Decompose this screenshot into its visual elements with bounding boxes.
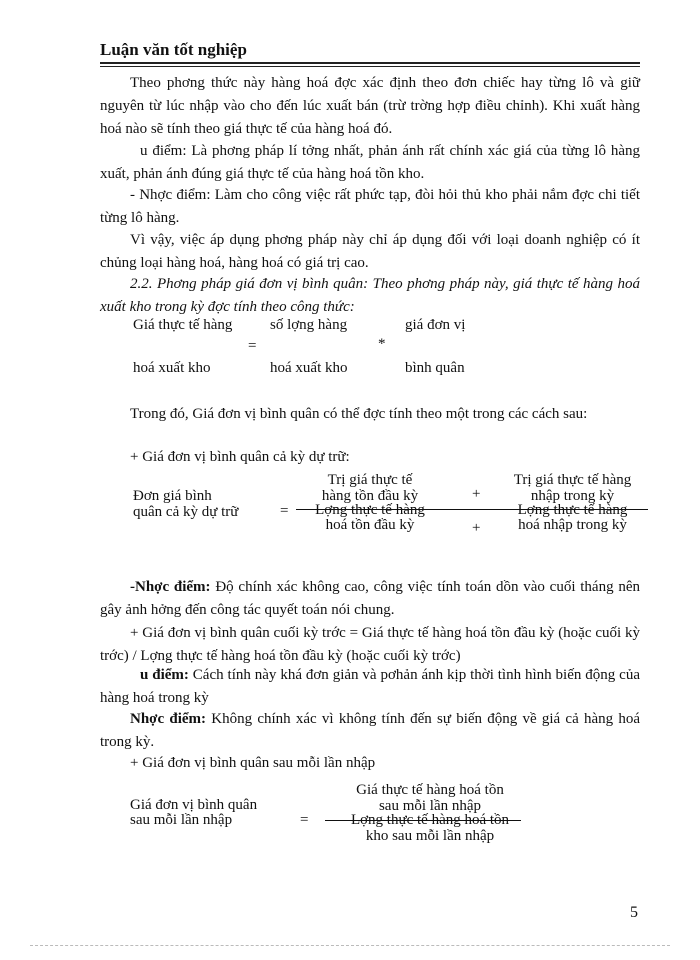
paragraph-10 — [100, 664, 640, 710]
paragraph-8-label: -Nhợc điểm: — [130, 579, 211, 595]
formula-1-c2: bình quân — [405, 360, 465, 376]
formula-2-left-1: Đơn giá bình — [133, 488, 212, 504]
formula-1-c1: giá đơn vị — [405, 317, 466, 333]
paragraph-2 — [100, 140, 640, 186]
paragraph-11-text: Không chính xác vì không tính đến sự biến động về giá cả hàng hoá trong kỳ. — [100, 711, 640, 750]
paragraph-1-text: Theo phơng thức này hàng hoá đợc xác định theo đơn chiếc hay từng lô và giữ nguyên từ lúc nhập vào cho đến lúc xuất bán (trừ trờng hợp điều chỉnh). Khi xuất hàng hoá nào sẽ tính theo giá thực tế của hàng hoá đó. — [100, 75, 640, 137]
formula-2-equals: = — [280, 503, 289, 519]
paragraph-11 — [100, 708, 640, 754]
formula-2-plus-top: + — [472, 486, 481, 502]
formula-1-b2: hoá xuất kho — [270, 360, 348, 376]
paragraph-11-label: Nhợc điểm: — [130, 711, 207, 727]
formula-3-num-1: Giá thực tế hàng hoá tồn — [356, 782, 504, 798]
formula-2-num-2a: Trị giá thực tế hàng — [513, 472, 632, 488]
formula-2-num-1a: Trị giá thực tế — [327, 472, 413, 488]
paragraph-8 — [100, 576, 640, 622]
formula-2-den-2b: hoá nhập trong kỳ — [518, 517, 627, 533]
formula-2-num-1b: hàng tồn đầu kỳ — [321, 488, 419, 504]
paragraph-4 — [100, 229, 640, 275]
page-bottom-rule — [30, 945, 670, 946]
paragraph-12 — [100, 752, 640, 775]
formula-1-a1: Giá thực tế hàng — [133, 317, 233, 333]
paragraph-9-text: + Giá đơn vị bình quân cuối kỳ trớc = Giá thực tế hàng hoá tồn đầu kỳ (hoặc cuối kỳ trớc) / Lợng thực tế hàng hoá tồn đầu kỳ (hoặc cuối kỳ trớc) — [100, 625, 640, 664]
paragraph-12-text: + Giá đơn vị bình quân sau mỗi lần nhập — [130, 755, 376, 771]
paragraph-9 — [100, 622, 640, 668]
paragraph-5 — [100, 273, 640, 319]
formula-3-den-2: kho sau mỗi lần nhập — [365, 828, 495, 844]
formula-3-den-1: Lợng thực tế hàng hoá tồn — [350, 812, 510, 828]
formula-3-equals: = — [300, 812, 309, 828]
paragraph-10-text: Cách tính này khá đơn giản và pơhản ánh kịp thời tình hình biến động của hàng hoá trong kỳ — [100, 667, 640, 706]
paragraph-7 — [100, 446, 640, 469]
page-number: 5 — [630, 904, 638, 921]
paragraph-7-text: + Giá đơn vị bình quân cả kỳ dự trữ: — [130, 449, 350, 465]
paragraph-6 — [100, 403, 640, 426]
formula-3-num-2: sau mỗi lần nhập — [378, 798, 482, 814]
formula-2-left-2: quân cả kỳ dự trữ — [133, 504, 239, 520]
paragraph-8-text: Độ chính xác không cao, công việc tính toán dồn vào cuối tháng nên gây ảnh hởng đến công tác quyết toán nói chung. — [100, 579, 640, 618]
formula-1-a2: hoá xuất kho — [133, 360, 211, 376]
page-header-title: Luận văn tốt nghiệp — [100, 40, 247, 59]
formula-2-plus-bottom: + — [472, 520, 481, 536]
paragraph-1 — [100, 72, 640, 141]
paragraph-4-text: Vì vậy, việc áp dụng phơng pháp này chỉ áp dụng đối với loại doanh nghiệp có ít chủng loại hàng hoá, hàng hoá có giá trị cao. — [100, 232, 640, 271]
header-rule-thick — [100, 62, 640, 64]
formula-1-b1: số lợng hàng — [270, 317, 348, 333]
paragraph-3-text: - Nhợc điểm: Làm cho công việc rất phức tạp, đòi hỏi thủ kho phải nắm đợc chi tiết từng lô hàng. — [100, 187, 640, 226]
paragraph-2-text: u điểm: Là phơng pháp lí tởng nhất, phản ánh rất chính xác giá của từng lô hàng xuất, phản ánh đúng giá thực tế của hàng hoá tồn kho. — [100, 143, 640, 182]
formula-3-left-1: Giá đơn vị bình quân — [130, 797, 258, 813]
paragraph-10-label: u điểm: — [140, 667, 189, 683]
formula-2-num-2b: nhập trong kỳ — [530, 488, 615, 504]
paragraph-6-text: Trong đó, Giá đơn vị bình quân có thể đợc tính theo một trong các cách sau: — [130, 406, 588, 422]
paragraph-3 — [100, 184, 640, 230]
formula-1-multiply: * — [378, 336, 386, 352]
formula-2-den-1a: Lợng thực tế hàng — [315, 502, 425, 518]
formula-1-equals: = — [248, 338, 257, 354]
formula-3-left-2: sau mỗi lần nhập — [130, 812, 233, 828]
formula-2-den-1b: hoá tồn đầu kỳ — [325, 517, 415, 533]
header-rule-thin — [100, 66, 640, 67]
formula-2-den-2a: Lợng thực tế hàng — [517, 502, 628, 518]
paragraph-5-text: 2.2. Phơng pháp giá đơn vị bình quân: Theo phơng pháp này, giá thực tế hàng hoá xuất kho trong kỳ đợc tính theo công thức: — [100, 276, 640, 315]
